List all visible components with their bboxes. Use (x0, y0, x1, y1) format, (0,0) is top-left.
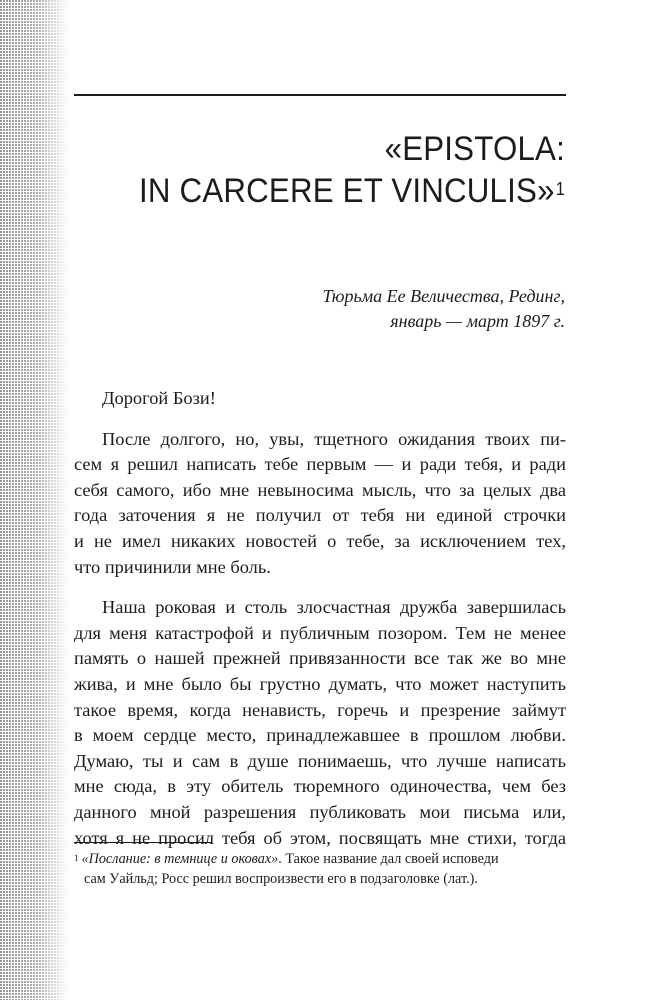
page-edge-fade (0, 0, 70, 1000)
paragraph-2-line: мне сюда, в эту обитель тюремного одиночества, чем без (74, 776, 566, 797)
paragraph-1-line: года заточения я не получил от тебя ни единой строчки (74, 505, 566, 526)
paragraph-2-line: память о нашей прежней привязанности все так же во мне (74, 648, 566, 669)
footnote-marker: 1 (74, 853, 79, 863)
paragraph-2-line: такое время, когда ненависть, горечь и презрение займут (74, 699, 566, 720)
paragraph-1-line: После долгого, но, увы, тщетного ожидания твоих пи- (102, 428, 566, 449)
salutation: Дорогой Бози! (102, 388, 216, 408)
footnote-line-1 (74, 850, 566, 870)
paragraph-1-line: что причинили мне боль. (74, 556, 271, 577)
footnote-rule (74, 842, 212, 843)
paragraph-2-line: в моем сердце место, принадлежавшее в прошлом любви. (74, 725, 566, 746)
title-footnote-marker[interactable]: 1 (555, 179, 565, 199)
chapter-title (139, 128, 565, 212)
paragraph-2 (74, 595, 566, 851)
paragraph-1-line: и не имел никаких новостей о тебе, за исключением тех, (74, 530, 566, 551)
paragraph-2-line: Наша роковая и столь злосчастная дружба завершилась (102, 597, 566, 618)
paragraph-2-line: для меня катастрофой и публичным позором. Тем не менее (74, 622, 566, 643)
footnote (74, 850, 566, 889)
dateline (322, 284, 565, 334)
paragraph-2-line: Думаю, ты и сам в душе понимаешь, что лучше написать (74, 750, 566, 771)
footnote-text-1: . Такое название дал своей исповеди (278, 851, 499, 867)
dateline-place: Тюрьма Ее Величества, Рединг, (322, 286, 565, 306)
paragraph-2-line: хотя я не просил тебя об этом, посвящать мне стихи, тогда (74, 827, 566, 848)
header-rule (74, 94, 566, 96)
chapter-title-line-2-text: IN CARCERE ET VINCULIS» (139, 172, 555, 210)
paragraph-1-line: сем я решил написать тебе первым — и ради тебя, и ради (74, 454, 566, 475)
footnote-line-2: сам Уайльд; Росс решил воспроизвести его в подзаголовке (лат.). (84, 870, 478, 887)
paragraph-1 (74, 427, 566, 581)
paragraph-2-line: жива, и мне было бы грустно думать, что может наступить (74, 673, 566, 694)
footnote-title-translation: «Послание: в темнице и оковах» (81, 851, 279, 867)
dateline-date: январь — март 1897 г. (390, 311, 565, 331)
chapter-title-line-1: «EPISTOLA: (384, 130, 565, 168)
paragraph-2-line: данного мной разрешения публиковать мои письма или, (74, 801, 566, 822)
paragraph-1-line: себя самого, ибо мне невыносима мысль, что за целых два (74, 479, 566, 500)
chapter-title-line-2 (139, 170, 565, 212)
letter-body (74, 386, 566, 851)
